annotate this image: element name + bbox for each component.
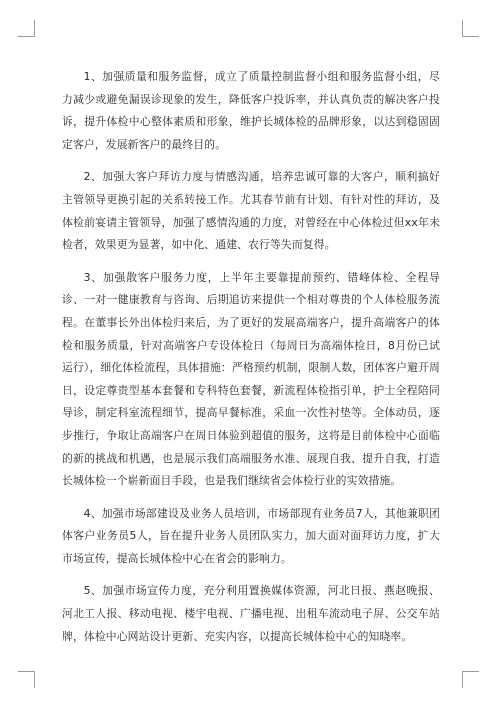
crop-mark-top-left [18, 20, 35, 37]
paragraph-individual-client-service: 3、加强散客户服务力度，上半年主要靠提前预约、错峰体检、全程导诊、一对一健康教育与咨询、后期追访来提供一个相对尊贵的个人体检服务流程。在董事长外出体检归来后，为了更好的发展高端客户，提升高端客户的体检和服务质量，针对高端客户专设体检日（每周日为高端体检日，8月份已试运行），细化体检流程，具体措施：严格预约机制，限制人数，团体客户避开周日，设定尊贵型基本套餐和专科特色套餐，新流程体检指引单，护士全程陪同导诊，制定科室流程细节，提高早餐标准，采血一次性衬垫等。全体动员，逐步推行，争取让高端客户在周日体验到超值的服务，这将是目前体检中心面临的新的挑战和机遇，也是展示我们高端服务水准、展现自我、提升自我，打造长城体检一个崭新面目手段，也是我们继续省会体检行业的实效措施。 [62, 270, 440, 488]
paragraph-major-client-visits: 2、加强大客户拜访力度与情感沟通，培养忠诚可靠的大客户，顺利搞好主管领导更换引起的关系转接工作。尤其春节前有计划、有针对性的拜访，及体检前宴请主管领导，加强了感情沟通的力度，对曾经在中心体检过但xx年未检者，效果更为显著，如中化、通建、农行等失而复得。 [62, 170, 440, 252]
paragraph-marketing-promotion: 5、加强市场宣传力度，充分利用置换媒体资源，河北日报、燕赵晚报、河北工人报、移动电视、楼宇电视、广播电视、出租车流动电子屏、公交车站牌，体检中心网站设计更新、充实内容，以提高长城体检中心的知晓率。 [62, 584, 440, 643]
paragraph-marketing-team-training: 4、加强市场部建设及业务人员培训，市场部现有业务员7人，其他兼职团体客户业务员5人，旨在提升业务人员团队实力，加大面对面拜访力度，扩大市场宣传，提高长城体检中心在省会的影响力。 [62, 506, 440, 565]
crop-mark-bottom-left [18, 671, 35, 688]
crop-mark-bottom-right [462, 671, 479, 688]
document-body [62, 66, 440, 658]
paragraph-quality-supervision: 1、加强质量和服务监督，成立了质量控制监督小组和服务监督小组，尽力减少或避免漏误诊现象的发生，降低客户投诉率，并认真负责的解决客户投诉，提升体检中心整体素质和形象，维护长城体检的品牌形象，以达到稳固固定客户，发展新客户的最终目的。 [62, 70, 440, 151]
crop-mark-top-right [462, 20, 479, 37]
